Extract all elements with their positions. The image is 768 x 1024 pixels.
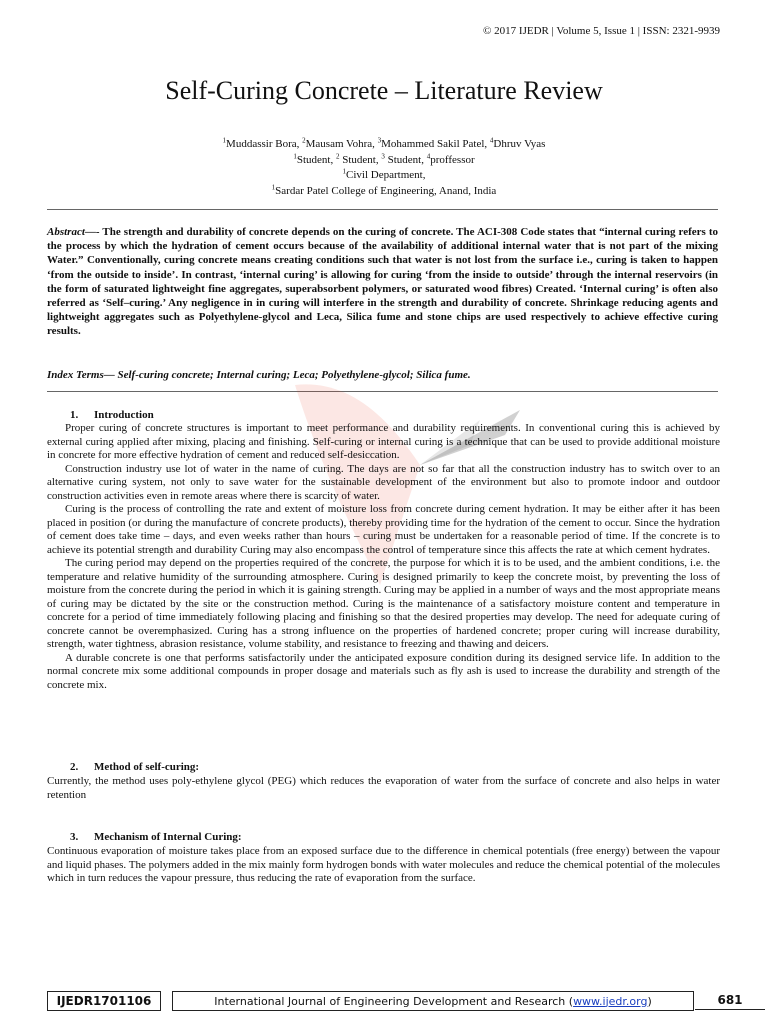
journal-name-prefix: International Journal of Engineering Development and Research ( [214,994,574,1008]
section-number: 1. [70,409,79,421]
section-number: 2. [70,761,79,773]
divider-index [47,391,718,392]
author-name: Mausam Vohra, [305,138,378,150]
index-terms: Index Terms— Self-curing concrete; Internal curing; Leca; Polyethylene-glycol; Silica fume. [47,369,471,381]
divider-top [47,209,718,210]
author-name: Dhruv Vyas [493,138,546,150]
author-sup: 4 [489,136,494,145]
department-sup: 1 [342,167,347,176]
mechanism-body [47,845,720,886]
author-college [0,184,768,200]
paragraph: A durable concrete is one that performs satisfactorily under the anticipated exposure condition during its designed service life. In addition to the normal concrete mix some additional compounds in proper dosage and materials such as fly ash is used to increase the durability and strength of the concrete mix. [47,651,720,691]
paragraph: Continuous evaporation of moisture takes place from an exposed surface due to the difference in chemical potentials (free energy) between the vapour and liquid phases. The polymers added in the mix mainly form hydrogen bonds with water molecules and reduce the chemical potential of the molecules which in turn reduces the vapour pressure, thus reducing the rate of evaporation from the surface. [47,845,720,884]
author-block [0,137,768,199]
page-number: 681 [695,991,765,1010]
author-sup: 3 [377,136,382,145]
role-text: Student, [384,153,427,166]
role-sup: 4 [426,151,431,160]
paper-title: Self-Curing Concrete – Literature Review [165,76,603,105]
journal-name-suffix: ) [647,994,652,1008]
abstract-label: Abstract [47,226,85,238]
paragraph: Curing is the process of controlling the rate and extent of moisture loss from concrete during cement hydration. It may be either after it has been placed in position (or during the manufacture of concrete products), thereby providing time for the hydration of the cement to occur. Since the hydration of cement does take time – days, and even weeks rather than hours – curing must be undertaken for a reasonable period of time. If the concrete is to achieve its potential strength and durability Curing may also encompass the control of temperature since this affects the rate at which cement hydrates. [47,503,720,556]
section-title: Method of self-curing: [94,761,200,773]
role-text: proffessor [430,153,475,166]
section-number: 3. [70,831,79,843]
author-name: Mohammed Sakil Patel, [381,138,490,150]
author-names [0,137,768,153]
department-text: Civil Department, [346,169,426,181]
journal-header: © 2017 IJEDR | Volume 5, Issue 1 | ISSN: 2321-9939 [483,25,720,37]
abstract [47,225,718,339]
introduction-body [47,422,720,692]
role-text: Student, [339,153,382,166]
author-sup: 2 [302,136,306,145]
role-sup: 2 [335,151,340,160]
method-body [47,775,720,802]
journal-website-link[interactable]: www.ijedr.org [573,994,648,1008]
section-heading-method [70,761,199,773]
paper-code: IJEDR1701106 [47,991,161,1011]
paragraph: Construction industry use lot of water in the name of curing. The days are not so far that all the construction industry has to switch over to an alternative curing system, not only to save water for the sustainable development of the environment but also to promote indoor and outdoor construction activities even in remote areas where there is scarcity of water. [47,462,720,502]
abstract-text: —- The strength and durability of concrete depends on the curing of concrete. The ACI-308 Code states that “internal curing refers to the process by which the hydration of cement occurs because of the availability of additional internal water that is not part of the mixing Water.” Conventionally, curing concrete means creating conditions such that water is not lost from the surface i.e., curing is taken to happen ‘from the outside to inside’. In contrast, ‘internal curing’ is allowing for curing ‘from the inside to outside’ through the internal reservoirs (in the form of saturated lightweight fine aggregates, superabsorbent polymers, or saturated wood fibres) Created. ‘Internal curing’ is often also referred as ‘Self–curing.’ Any negligence in in curing will interfere in the strength and durability of concrete. Shrinkage reducing agents and lightweight aggregates such as Polyethylene-glycol and Leca, Silica fume and stone chips are used respectively to achieve effective curing results. [47,226,718,338]
role-text: Student, [296,153,336,166]
journal-name [172,991,694,1011]
author-roles [0,153,768,169]
page-footer [47,991,743,1011]
section-heading-introduction [70,409,154,421]
paragraph: Currently, the method uses poly-ethylene glycol (PEG) which reduces the evaporation of water from the surface of concrete and also helps in water retention [47,775,720,801]
college-sup: 1 [271,182,276,191]
section-title: Mechanism of Internal Curing: [94,831,242,843]
section-heading-mechanism [70,831,242,843]
section-title: Introduction [94,409,154,421]
paragraph: The curing period may depend on the properties required of the concrete, the purpose for which it is to be used, and the ambient conditions, i.e. the temperature and relative humidity of the surrounding atmosphere. Curing is designed primarily to keep the concrete moist, by preventing the loss of moisture from the concrete during the period in which it is gaining strength. Curing may be applied in a number of ways and the most appropriate means of curing may be dictated by the site or the construction method. Curing is the maintenance of a satisfactory moisture content and temperature in concrete for a period of time immediately following placing and finishing so that the desired properties may develop. The need for adequate curing of concrete cannot be overemphasized. Curing has a strong influence on the properties of hardened concrete; proper curing will increase durability, strength, water tightness, abrasion resistance, volume stability, and resistance to freezing and thawing and deicers. [47,557,720,650]
author-department [0,168,768,184]
paragraph: Proper curing of concrete structures is important to meet performance and durability requirements. In conventional curing this is achieved by external curing applied after mixing, placing and finishing. Self-curing or internal curing is a technique that can be used to provide additional moisture in concrete for more effective hydration of cement and reduced self-desiccation. [47,422,720,461]
role-sup: 3 [381,151,385,160]
author-sup: 1 [222,136,227,145]
college-text: Sardar Patel College of Engineering, Anand, India [275,184,497,197]
author-name: Muddassir Bora, [226,138,303,150]
role-sup: 1 [293,151,297,160]
